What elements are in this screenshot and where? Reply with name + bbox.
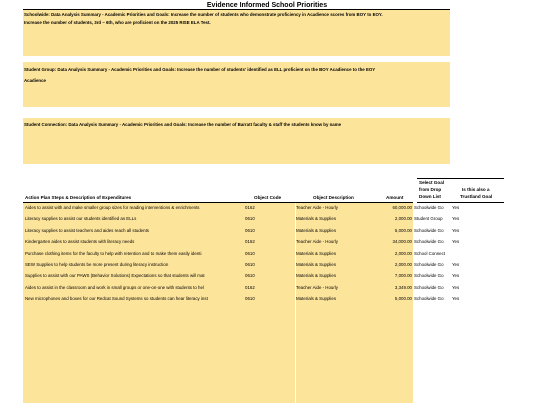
- row-amount: 3,349.00: [394, 284, 412, 290]
- row-description: Materials & Supplies: [296, 262, 337, 267]
- goal-box-schoolwide[interactable]: [23, 10, 450, 56]
- row-step: Aides to assist with and make smaller group sizes for reading interventions & enrichments: [25, 205, 200, 210]
- header-trustland-2: Trustland Goal: [460, 194, 493, 199]
- row-trustland: Yes: [452, 239, 460, 245]
- row-amount: 34,000.00: [392, 239, 412, 245]
- row-trustland: Yes: [452, 296, 460, 302]
- row-description: Teacher Aide - Hourly: [296, 284, 338, 290]
- goal-box-student-connection[interactable]: [23, 118, 450, 164]
- row-step: Literacy supplies to assist our students identified as ELLs: [25, 216, 137, 222]
- row-goal: Schoolwide Go: [414, 284, 444, 290]
- row-description: Materials & Supplies: [296, 216, 337, 222]
- header-select-goal-3: Down List: [419, 194, 441, 199]
- header-trustland-1: Is this also a: [462, 187, 490, 192]
- row-step: Supplies to assist with our PAWS (Behavior Solutions) Expectations so that students will mat: [25, 273, 205, 279]
- row-goal: Schoolwide Go: [414, 227, 444, 233]
- goal-student-connection-line1: Student Connection: Data Analysis Summary - Academic Priorities and Goals: Increase the number of Barratt faculty & staff the students know by name: [24, 122, 342, 127]
- goal-student-group-line1: Student Group: Data Analysis Summary - Academic Priorities and Goals: Increase the number of students' identified as ELL proficient on the BOY Acadience to the EOY: [24, 67, 376, 72]
- row-amount: 5,000.00: [394, 296, 412, 302]
- header-select-goal-1: Select Goal: [419, 180, 445, 185]
- row-object-code: 0162: [245, 239, 255, 245]
- row-description: Materials & Supplies: [296, 227, 337, 233]
- header-object-description: Object Description: [313, 195, 354, 200]
- header-object-code: Object Code: [254, 195, 282, 200]
- row-goal: Schoolwide Go: [414, 239, 444, 245]
- page-title: Evidence Informed School Priorities: [206, 2, 328, 9]
- goal-box-student-group[interactable]: [23, 62, 450, 107]
- row-amount: 2,000.00: [394, 262, 412, 267]
- select-goal-top-rule: [417, 178, 504, 179]
- row-object-code: 0610: [245, 227, 255, 233]
- goal-student-group-line2: Acadience: [24, 78, 46, 83]
- header-rule-goal: [417, 202, 504, 203]
- header-rule: [23, 202, 413, 203]
- header-amount: Amount: [386, 195, 404, 200]
- row-trustland: Yes: [452, 205, 460, 210]
- row-object-code: 0610: [245, 250, 255, 256]
- row-amount: 2,000.00: [394, 216, 412, 222]
- row-trustland: Yes: [452, 273, 460, 279]
- row-trustland: Yes: [452, 284, 460, 290]
- goal-schoolwide-line2: Increase the number of students, 3rd – 6th, who are proficient on the 2025 RISE ELA Test.: [24, 20, 211, 25]
- row-description: Teacher Aide - Hourly: [296, 239, 338, 245]
- row-amount: 60,000.00: [392, 205, 412, 210]
- row-step: Kindergarten aides to assist students with literacy needs: [25, 239, 135, 245]
- row-step: Purchase clothing items for the faculty to help with retention and to make them easily identi: [25, 250, 202, 256]
- header-select-goal-2: from Drop: [419, 187, 442, 192]
- row-description: Materials & Supplies: [296, 250, 337, 256]
- row-step: Aides to assist in the classroom and work in small groups or one-on-one with students to hel: [25, 284, 204, 290]
- row-object-code: 0162: [245, 284, 255, 290]
- row-goal: Student Group: [414, 216, 443, 222]
- row-trustland: Yes: [452, 216, 460, 222]
- row-trustland: Yes: [452, 262, 460, 267]
- row-goal: Schoolwide Go: [414, 205, 444, 210]
- row-object-code: 0610: [245, 262, 255, 267]
- row-description: Teacher Aide - Hourly: [296, 205, 338, 210]
- row-object-code: 0162: [245, 205, 255, 210]
- row-description: Materials & Supplies: [296, 296, 337, 302]
- row-description: Materials & Supplies: [296, 273, 337, 279]
- row-step: New microphones and boxes for our Redcat Sound Systems so students can hear literacy inst: [25, 296, 208, 302]
- row-goal: Schoolwide Go: [414, 296, 444, 302]
- row-goal: Schoolwide Go: [414, 273, 444, 279]
- row-amount: 5,000.00: [394, 227, 412, 233]
- row-goal: Schoolwide Go: [414, 262, 444, 267]
- goal-schoolwide-line1: Schoolwide: Data Analysis Summary - Academic Priorities and Goals: Increase the number of students who demonstrate proficiency in Acadience scores from BOY to EOY.: [24, 12, 383, 17]
- row-step: Literacy supplies to assist teachers and aides reach all students: [25, 227, 149, 233]
- row-amount: 2,000.00: [394, 250, 412, 256]
- row-step: SEW Supplies to help students be more present during literacy instruction: [25, 262, 169, 267]
- row-goal: School Connect: [414, 250, 445, 256]
- row-amount: 7,000.00: [394, 273, 412, 279]
- row-object-code: 0610: [245, 216, 255, 222]
- row-object-code: 0610: [245, 296, 255, 302]
- row-trustland: Yes: [452, 227, 460, 233]
- header-steps: Action Plan Steps & Description of Expenditures: [25, 195, 132, 200]
- row-object-code: 0610: [245, 273, 255, 279]
